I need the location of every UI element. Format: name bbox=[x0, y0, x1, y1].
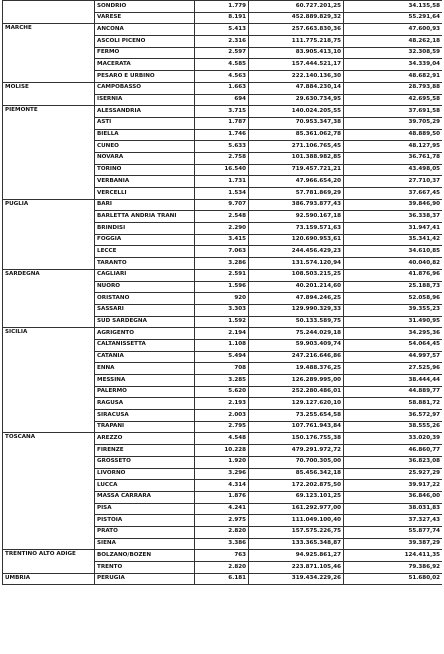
average-cell: 36.761,78 bbox=[344, 152, 443, 164]
province-name-cell: CALTANISSETTA bbox=[95, 339, 195, 351]
count-cell: 4.241 bbox=[195, 503, 249, 515]
amount-cell: 247.216.646,86 bbox=[249, 351, 344, 363]
count-cell: 9.707 bbox=[195, 199, 249, 211]
table-row bbox=[3, 24, 443, 36]
region-name-cell: TRENTINO ALTO ADIGE bbox=[3, 550, 95, 573]
average-cell: 47.600,93 bbox=[344, 24, 443, 36]
count-cell: 2.820 bbox=[195, 526, 249, 538]
average-cell: 25.188,73 bbox=[344, 281, 443, 293]
average-cell: 79.386,92 bbox=[344, 562, 443, 574]
amount-cell: 172.202.875,50 bbox=[249, 480, 344, 492]
province-name-cell: VERBANIA bbox=[95, 176, 195, 188]
average-cell: 25.927,29 bbox=[344, 468, 443, 480]
amount-cell: 108.503.215,25 bbox=[249, 269, 344, 281]
average-cell: 55.291,64 bbox=[344, 12, 443, 24]
average-cell: 55.877,74 bbox=[344, 526, 443, 538]
province-name-cell: ASTI bbox=[95, 117, 195, 129]
province-name-cell: LIVORNO bbox=[95, 468, 195, 480]
province-name-cell: PALERMO bbox=[95, 386, 195, 398]
average-cell: 41.876,96 bbox=[344, 269, 443, 281]
count-cell: 1.787 bbox=[195, 117, 249, 129]
count-cell: 1.534 bbox=[195, 188, 249, 200]
count-cell: 16.540 bbox=[195, 164, 249, 176]
count-cell: 5.633 bbox=[195, 141, 249, 153]
province-name-cell: BIELLA bbox=[95, 129, 195, 141]
average-cell: 36.338,37 bbox=[344, 211, 443, 223]
province-name-cell: PISTOIA bbox=[95, 515, 195, 527]
average-cell: 27.710,37 bbox=[344, 176, 443, 188]
average-cell: 37.691,58 bbox=[344, 106, 443, 118]
count-cell: 4.548 bbox=[195, 433, 249, 445]
province-name-cell: GROSSETO bbox=[95, 456, 195, 468]
table-row bbox=[3, 199, 443, 211]
region-name-cell: PUGLIA bbox=[3, 199, 95, 269]
amount-cell: 223.871.105,46 bbox=[249, 562, 344, 574]
count-cell: 3.386 bbox=[195, 538, 249, 550]
amount-cell: 92.590.167,18 bbox=[249, 211, 344, 223]
province-name-cell: SIENA bbox=[95, 538, 195, 550]
province-name-cell: BRINDISI bbox=[95, 223, 195, 235]
province-name-cell: FOGGIA bbox=[95, 234, 195, 246]
count-cell: 4.563 bbox=[195, 71, 249, 83]
amount-cell: 252.280.486,01 bbox=[249, 386, 344, 398]
count-cell: 4.585 bbox=[195, 59, 249, 71]
count-cell: 2.591 bbox=[195, 269, 249, 281]
amount-cell: 133.365.348,87 bbox=[249, 538, 344, 550]
amount-cell: 271.106.765,45 bbox=[249, 141, 344, 153]
amount-cell: 85.361.062,78 bbox=[249, 129, 344, 141]
amount-cell: 47.966.654,20 bbox=[249, 176, 344, 188]
province-name-cell: SUD SARDEGNA bbox=[95, 316, 195, 328]
average-cell: 48.889,50 bbox=[344, 129, 443, 141]
average-cell: 34.610,85 bbox=[344, 246, 443, 258]
average-cell: 38.031,83 bbox=[344, 503, 443, 515]
count-cell: 2.795 bbox=[195, 421, 249, 433]
amount-cell: 157.444.521,17 bbox=[249, 59, 344, 71]
average-cell: 39.705,29 bbox=[344, 117, 443, 129]
average-cell: 39.355,23 bbox=[344, 304, 443, 316]
province-name-cell: FERMO bbox=[95, 47, 195, 59]
province-name-cell: MASSA CARRARA bbox=[95, 491, 195, 503]
average-cell: 28.793,88 bbox=[344, 82, 443, 94]
count-cell: 2.758 bbox=[195, 152, 249, 164]
region-name-cell: PIEMONTE bbox=[3, 106, 95, 200]
count-cell: 1.920 bbox=[195, 456, 249, 468]
count-cell: 2.820 bbox=[195, 562, 249, 574]
province-name-cell: LECCE bbox=[95, 246, 195, 258]
province-name-cell: CATANIA bbox=[95, 351, 195, 363]
average-cell: 38.444,44 bbox=[344, 375, 443, 387]
count-cell: 3.296 bbox=[195, 468, 249, 480]
province-name-cell: PRATO bbox=[95, 526, 195, 538]
count-cell: 1.731 bbox=[195, 176, 249, 188]
amount-cell: 70.700.305,00 bbox=[249, 456, 344, 468]
province-name-cell: CAGLIARI bbox=[95, 269, 195, 281]
province-name-cell: BARLETTA ANDRIA TRANI bbox=[95, 211, 195, 223]
province-name-cell: PESARO E URBINO bbox=[95, 71, 195, 83]
province-name-cell: PISA bbox=[95, 503, 195, 515]
average-cell: 52.058,96 bbox=[344, 293, 443, 305]
amount-cell: 59.903.409,74 bbox=[249, 339, 344, 351]
amount-cell: 126.289.995,00 bbox=[249, 375, 344, 387]
table-row bbox=[3, 106, 443, 118]
province-name-cell: NOVARA bbox=[95, 152, 195, 164]
province-name-cell: AREZZO bbox=[95, 433, 195, 445]
average-cell: 40.040,82 bbox=[344, 258, 443, 270]
count-cell: 3.286 bbox=[195, 258, 249, 270]
average-cell: 48.127,95 bbox=[344, 141, 443, 153]
count-cell: 763 bbox=[195, 550, 249, 562]
amount-cell: 129.990.329,33 bbox=[249, 304, 344, 316]
province-name-cell: VERCELLI bbox=[95, 188, 195, 200]
province-name-cell: CAMPOBASSO bbox=[95, 82, 195, 94]
province-name-cell: ENNA bbox=[95, 363, 195, 375]
province-table bbox=[2, 0, 442, 585]
average-cell: 31.947,41 bbox=[344, 223, 443, 235]
count-cell: 1.746 bbox=[195, 129, 249, 141]
province-name-cell: ALESSANDRIA bbox=[95, 106, 195, 118]
average-cell: 44.889,77 bbox=[344, 386, 443, 398]
data-table-sheet bbox=[2, 0, 442, 654]
average-cell: 36.846,00 bbox=[344, 491, 443, 503]
average-cell: 36.823,08 bbox=[344, 456, 443, 468]
count-cell: 5.494 bbox=[195, 351, 249, 363]
province-name-cell: VARESE bbox=[95, 12, 195, 24]
province-name-cell: ORISTANO bbox=[95, 293, 195, 305]
average-cell: 37.667,45 bbox=[344, 188, 443, 200]
province-name-cell: PERUGIA bbox=[95, 573, 195, 585]
table-row bbox=[3, 573, 443, 585]
average-cell: 38.555,26 bbox=[344, 421, 443, 433]
average-cell: 48.262,18 bbox=[344, 36, 443, 48]
region-name-cell: SICILIA bbox=[3, 328, 95, 433]
average-cell: 32.308,59 bbox=[344, 47, 443, 59]
average-cell: 39.917,22 bbox=[344, 480, 443, 492]
province-name-cell: NUORO bbox=[95, 281, 195, 293]
amount-cell: 29.630.734,95 bbox=[249, 94, 344, 106]
amount-cell: 75.244.029,18 bbox=[249, 328, 344, 340]
province-name-cell: TRENTO bbox=[95, 562, 195, 574]
province-name-cell: TORINO bbox=[95, 164, 195, 176]
amount-cell: 452.889.829,32 bbox=[249, 12, 344, 24]
amount-cell: 69.123.101,25 bbox=[249, 491, 344, 503]
province-name-cell: AGRIGENTO bbox=[95, 328, 195, 340]
province-name-cell: LUCCA bbox=[95, 480, 195, 492]
province-name-cell: BARI bbox=[95, 199, 195, 211]
amount-cell: 107.761.943,84 bbox=[249, 421, 344, 433]
amount-cell: 47.884.230,14 bbox=[249, 82, 344, 94]
average-cell: 42.695,58 bbox=[344, 94, 443, 106]
average-cell: 39.846,90 bbox=[344, 199, 443, 211]
province-name-cell: MACERATA bbox=[95, 59, 195, 71]
province-name-cell: ASCOLI PICENO bbox=[95, 36, 195, 48]
average-cell: 44.997,57 bbox=[344, 351, 443, 363]
amount-cell: 47.894.246,25 bbox=[249, 293, 344, 305]
count-cell: 5.413 bbox=[195, 24, 249, 36]
province-name-cell: TRAPANI bbox=[95, 421, 195, 433]
region-name-cell: UMBRIA bbox=[3, 573, 95, 585]
amount-cell: 120.690.953,61 bbox=[249, 234, 344, 246]
amount-cell: 101.388.982,85 bbox=[249, 152, 344, 164]
count-cell: 3.285 bbox=[195, 375, 249, 387]
table-row bbox=[3, 328, 443, 340]
region-name-cell: MARCHE bbox=[3, 24, 95, 82]
province-name-cell: ISERNIA bbox=[95, 94, 195, 106]
amount-cell: 111.775.218,75 bbox=[249, 36, 344, 48]
count-cell: 920 bbox=[195, 293, 249, 305]
amount-cell: 150.176.755,38 bbox=[249, 433, 344, 445]
count-cell: 2.316 bbox=[195, 36, 249, 48]
region-name-cell: MOLISE bbox=[3, 82, 95, 105]
count-cell: 708 bbox=[195, 363, 249, 375]
average-cell: 34.339,04 bbox=[344, 59, 443, 71]
count-cell: 3.303 bbox=[195, 304, 249, 316]
count-cell: 10.228 bbox=[195, 445, 249, 457]
amount-cell: 19.488.376,25 bbox=[249, 363, 344, 375]
average-cell: 27.525,96 bbox=[344, 363, 443, 375]
amount-cell: 83.905.413,10 bbox=[249, 47, 344, 59]
province-name-cell: SONDRIO bbox=[95, 1, 195, 13]
count-cell: 2.290 bbox=[195, 223, 249, 235]
amount-cell: 161.292.977,00 bbox=[249, 503, 344, 515]
average-cell: 43.498,05 bbox=[344, 164, 443, 176]
amount-cell: 60.727.201,25 bbox=[249, 1, 344, 13]
count-cell: 1.596 bbox=[195, 281, 249, 293]
province-name-cell: ANCONA bbox=[95, 24, 195, 36]
average-cell: 37.327,43 bbox=[344, 515, 443, 527]
count-cell: 8.191 bbox=[195, 12, 249, 24]
average-cell: 46.860,77 bbox=[344, 445, 443, 457]
province-name-cell: FIRENZE bbox=[95, 445, 195, 457]
region-name-cell bbox=[3, 1, 95, 24]
amount-cell: 94.925.861,27 bbox=[249, 550, 344, 562]
province-name-cell: MESSINA bbox=[95, 375, 195, 387]
average-cell: 35.341,42 bbox=[344, 234, 443, 246]
province-name-cell: SIRACUSA bbox=[95, 410, 195, 422]
count-cell: 3.715 bbox=[195, 106, 249, 118]
amount-cell: 257.663.830,36 bbox=[249, 24, 344, 36]
count-cell: 694 bbox=[195, 94, 249, 106]
count-cell: 6.181 bbox=[195, 573, 249, 585]
count-cell: 1.663 bbox=[195, 82, 249, 94]
table-row bbox=[3, 433, 443, 445]
average-cell: 58.881,72 bbox=[344, 398, 443, 410]
table-row bbox=[3, 550, 443, 562]
province-name-cell: TARANTO bbox=[95, 258, 195, 270]
amount-cell: 157.575.226,75 bbox=[249, 526, 344, 538]
count-cell: 2.597 bbox=[195, 47, 249, 59]
amount-cell: 222.140.136,30 bbox=[249, 71, 344, 83]
amount-cell: 719.457.721,21 bbox=[249, 164, 344, 176]
amount-cell: 40.201.214,60 bbox=[249, 281, 344, 293]
count-cell: 5.620 bbox=[195, 386, 249, 398]
region-name-cell: TOSCANA bbox=[3, 433, 95, 550]
amount-cell: 111.049.100,40 bbox=[249, 515, 344, 527]
amount-cell: 244.456.429,23 bbox=[249, 246, 344, 258]
count-cell: 1.779 bbox=[195, 1, 249, 13]
count-cell: 2.548 bbox=[195, 211, 249, 223]
average-cell: 54.064,45 bbox=[344, 339, 443, 351]
average-cell: 34.135,58 bbox=[344, 1, 443, 13]
province-name-cell: SASSARI bbox=[95, 304, 195, 316]
average-cell: 48.682,91 bbox=[344, 71, 443, 83]
table-row bbox=[3, 269, 443, 281]
amount-cell: 479.291.972,72 bbox=[249, 445, 344, 457]
table-body bbox=[3, 1, 443, 585]
average-cell: 124.411,35 bbox=[344, 550, 443, 562]
amount-cell: 70.953.347,38 bbox=[249, 117, 344, 129]
average-cell: 34.295,36 bbox=[344, 328, 443, 340]
average-cell: 39.387,29 bbox=[344, 538, 443, 550]
table-row bbox=[3, 1, 443, 13]
table-row bbox=[3, 82, 443, 94]
count-cell: 2.975 bbox=[195, 515, 249, 527]
count-cell: 1.592 bbox=[195, 316, 249, 328]
count-cell: 2.193 bbox=[195, 398, 249, 410]
province-name-cell: CUNEO bbox=[95, 141, 195, 153]
count-cell: 4.314 bbox=[195, 480, 249, 492]
count-cell: 7.063 bbox=[195, 246, 249, 258]
province-name-cell: RAGUSA bbox=[95, 398, 195, 410]
region-name-cell: SARDEGNA bbox=[3, 269, 95, 327]
amount-cell: 129.127.620,10 bbox=[249, 398, 344, 410]
province-name-cell: BOLZANO/BOZEN bbox=[95, 550, 195, 562]
count-cell: 2.003 bbox=[195, 410, 249, 422]
amount-cell: 57.781.869,29 bbox=[249, 188, 344, 200]
amount-cell: 319.434.229,26 bbox=[249, 573, 344, 585]
count-cell: 2.194 bbox=[195, 328, 249, 340]
average-cell: 31.490,95 bbox=[344, 316, 443, 328]
amount-cell: 73.255.654,58 bbox=[249, 410, 344, 422]
amount-cell: 73.159.571,63 bbox=[249, 223, 344, 235]
average-cell: 36.572,97 bbox=[344, 410, 443, 422]
amount-cell: 386.793.877,43 bbox=[249, 199, 344, 211]
amount-cell: 50.133.589,75 bbox=[249, 316, 344, 328]
amount-cell: 131.574.120,94 bbox=[249, 258, 344, 270]
amount-cell: 140.024.205,55 bbox=[249, 106, 344, 118]
amount-cell: 85.456.342,18 bbox=[249, 468, 344, 480]
count-cell: 3.415 bbox=[195, 234, 249, 246]
average-cell: 51.680,02 bbox=[344, 573, 443, 585]
count-cell: 1.108 bbox=[195, 339, 249, 351]
average-cell: 33.020,39 bbox=[344, 433, 443, 445]
count-cell: 1.876 bbox=[195, 491, 249, 503]
